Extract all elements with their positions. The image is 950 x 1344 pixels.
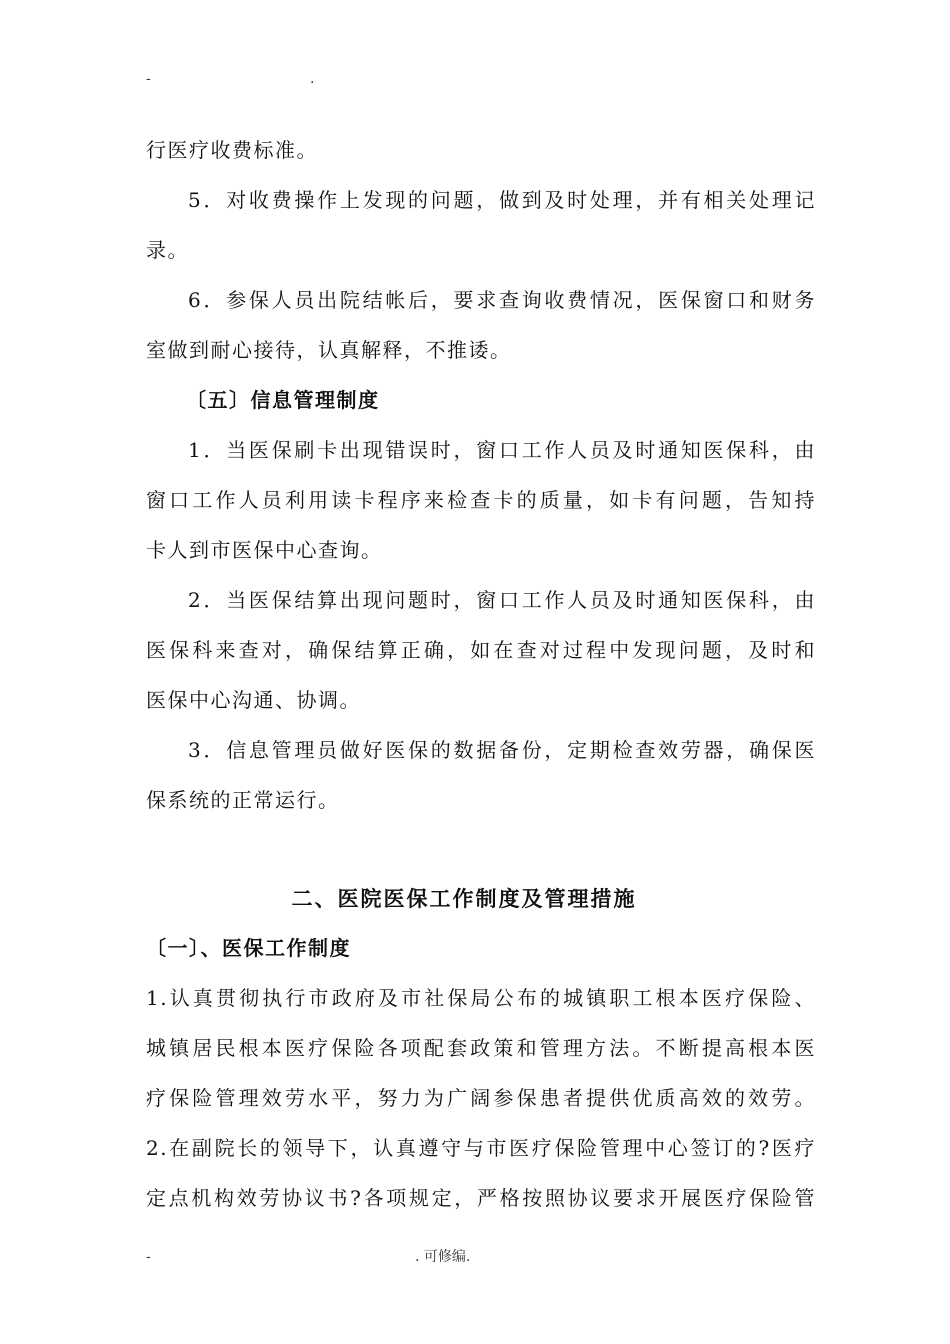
text-line: 定点机构效劳协议书?各项规定，严格按照协议要求开展医疗保险管 — [146, 1186, 816, 1210]
text-line: 5．对收费操作上发现的问题，做到及时处理，并有相关处理记 — [188, 188, 816, 212]
section-heading: 〔五〕信息管理制度 — [186, 388, 380, 412]
text-line: 2．当医保结算出现问题时，窗口工作人员及时通知医保科，由 — [188, 588, 816, 612]
text-line: 城镇居民根本医疗保险各项配套政策和管理方法。不断提高根本医 — [146, 1036, 816, 1060]
text-line: 3．信息管理员做好医保的数据备份，定期检查效劳器，确保医 — [188, 738, 816, 762]
text-line: 2.在副院长的领导下，认真遵守与市医疗保险管理中心签订的?医疗 — [146, 1136, 816, 1160]
page-footer-center: . 可修编. — [415, 1249, 471, 1265]
text-line: 6．参保人员出院结帐后，要求查询收费情况，医保窗口和财务 — [188, 288, 816, 312]
text-line: 1．当医保刷卡出现错误时，窗口工作人员及时通知医保科，由 — [188, 438, 816, 462]
text-line: 录。 — [146, 238, 189, 262]
text-line: 疗保险管理效劳水平，努力为广阔参保患者提供优质高效的效劳。 — [146, 1086, 816, 1110]
page-header-right: . — [310, 71, 315, 87]
chapter-title: 二、医院医保工作制度及管理措施 — [291, 886, 637, 911]
text-line: 保系统的正常运行。 — [146, 788, 340, 812]
page-footer-left: - — [146, 1249, 151, 1265]
text-line: 医保中心沟通、协调。 — [146, 688, 361, 712]
page-header-left: - — [146, 71, 151, 87]
section-heading: 〔一〕、医保工作制度 — [146, 936, 351, 960]
text-line: 窗口工作人员利用读卡程序来检查卡的质量，如卡有问题，告知持 — [146, 488, 816, 512]
text-line: 医保科来查对，确保结算正确，如在查对过程中发现问题，及时和 — [146, 638, 816, 662]
text-line: 卡人到市医保中心查询。 — [146, 538, 383, 562]
text-line: 行医疗收费标准。 — [146, 138, 318, 162]
text-line: 室做到耐心接待，认真解释，不推诿。 — [146, 338, 512, 362]
text-line: 1.认真贯彻执行市政府及市社保局公布的城镇职工根本医疗保险、 — [146, 986, 816, 1010]
